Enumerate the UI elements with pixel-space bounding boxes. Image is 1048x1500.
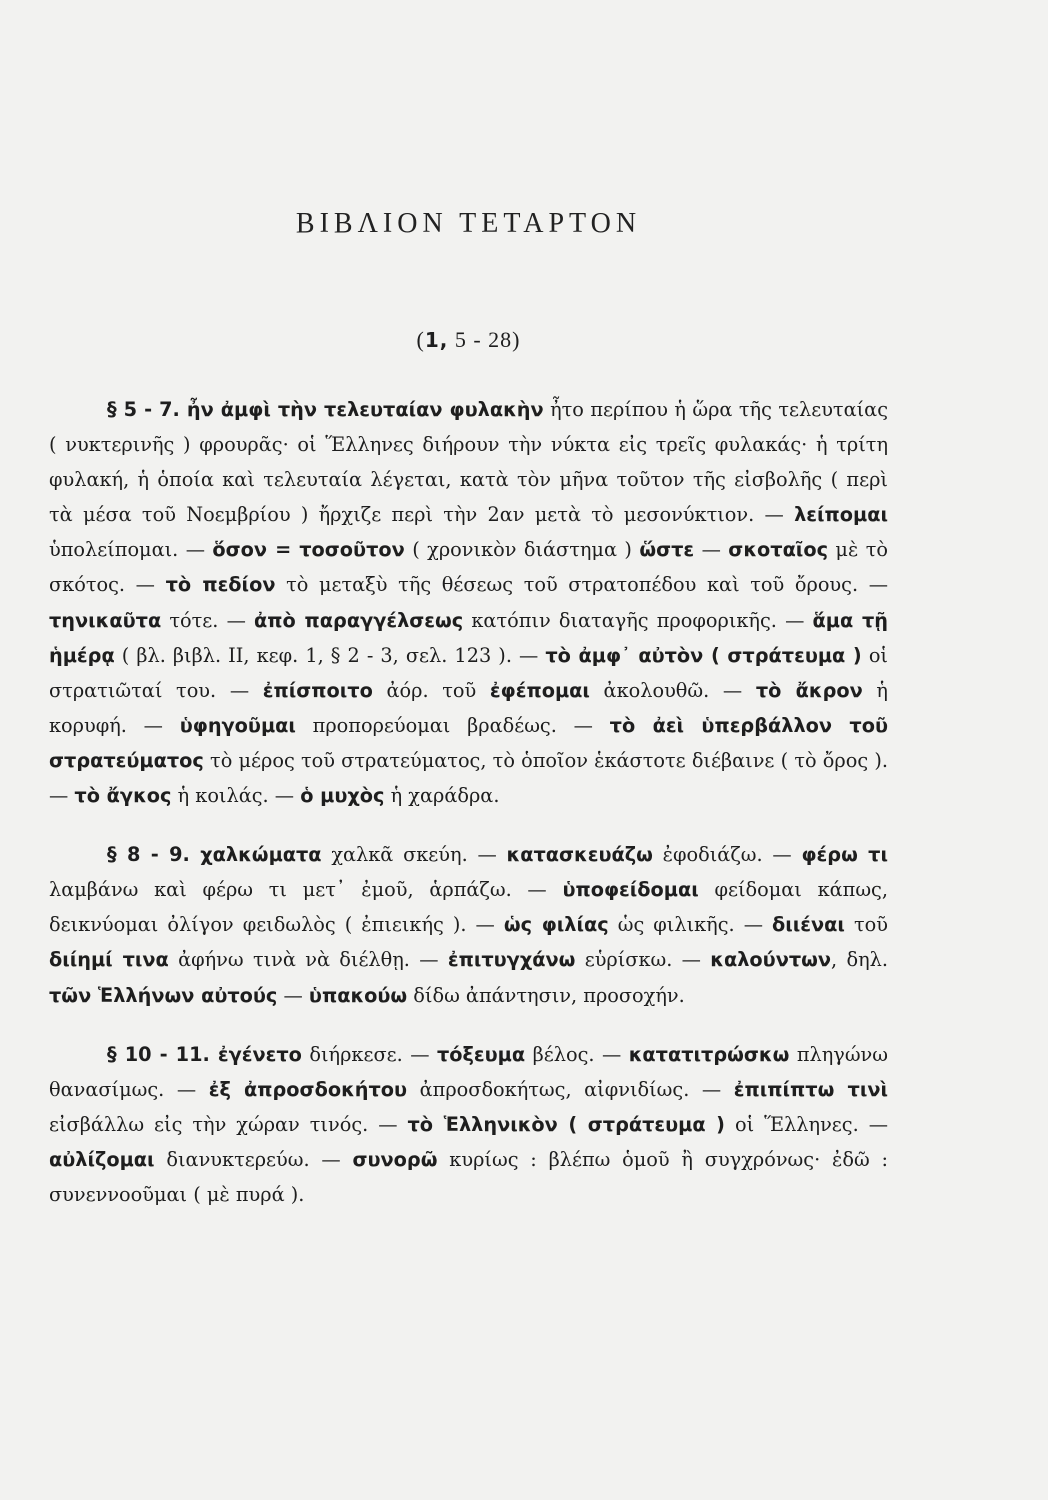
gloss-text: — (694, 538, 729, 562)
section-number: § 8 - 9. (107, 843, 190, 867)
gloss-text: ἡ κοιλάς. — (171, 784, 301, 808)
gloss-text: τότε. — (161, 608, 255, 632)
lemma-term: ἐξ ἀπροσδοκήτου (208, 1077, 408, 1101)
gloss-text: διήρκεσε. — (301, 1042, 437, 1066)
lemma-term: ἐγένετο (209, 1042, 302, 1066)
lemma-term: ἐπίσποιτο (262, 678, 373, 702)
gloss-text: ἀπροσδοκήτως, αἰφνιδίως. — (407, 1077, 734, 1101)
gloss-text: πληγώνω θανασίμως. — (49, 1042, 889, 1101)
gloss-text: ἡ χαράδρα. (384, 784, 500, 808)
lemma-term: ὅσον = τοσοῦτον (212, 538, 405, 562)
gloss-text: λαμβάνω καὶ φέρω τι μετ᾿ ἐμοῦ, ἁρπάζω. — (49, 878, 563, 902)
lemma-term: τόξευμα (436, 1042, 526, 1066)
lemma-term: ἐπιτυγχάνω (447, 948, 576, 972)
gloss-text: ὡς φιλικῆς. — (608, 913, 773, 937)
gloss-text: βέλος. — (525, 1042, 629, 1066)
lemma-term: ὑφηγοῦμαι (179, 713, 296, 737)
gloss-text: τὸ μέρος τοῦ στρατεύματος, τὸ ὁποῖον ἑκάστοτε διέβαινε ( τὸ ὄρος ). — (49, 748, 888, 808)
lemma-term: φέρω τι (801, 843, 888, 867)
lemma-term: ἦν ἀμφὶ τὴν τελευταίαν φυλακὴν (179, 398, 544, 421)
commentary-body (49, 392, 888, 1236)
gloss-text: προπορεύομαι βραδέως. — (295, 713, 610, 737)
gloss-text: κυρίως : βλέπω ὁμοῦ ἢ συγχρόνως· ἐδῶ : συνεννοοῦμαι ( μὲ πυρά ). (49, 1147, 888, 1206)
lemma-term: κατατιτρώσκω (628, 1042, 790, 1066)
gloss-text: φείδομαι κάπως, δεικνύομαι ὀλίγον φειδωλὸς ( ἐπιεικής ). — (49, 878, 888, 937)
lemma-term: ἐπιπίπτω τινὶ (733, 1077, 888, 1101)
lemma-term: ἀπὸ παραγγέλσεως (254, 608, 464, 632)
commentary-paragraph-s8-9 (49, 837, 888, 1012)
chapter-range-book: 1, (424, 328, 449, 352)
lemma-term: ὁ μυχὸς (300, 784, 385, 808)
gloss-text: — (277, 983, 309, 1007)
lemma-term: ὑποφείδομαι (562, 878, 699, 902)
chapter-range-open: ( (416, 327, 425, 352)
gloss-text: οἱ στρατιῶταί του. — (49, 643, 888, 702)
lemma-term: τὸ ἄκρον (755, 678, 863, 702)
section-number: § 10 - 11. (107, 1042, 210, 1066)
lemma-term: ὡς φιλίας (503, 913, 609, 937)
section-number: § 5 - 7. (107, 398, 180, 421)
gloss-text: ἀκολουθῶ. — (589, 678, 756, 702)
gloss-text: εὑρίσκω. — (575, 948, 711, 972)
lemma-term: διιέναι (772, 913, 845, 937)
gloss-text: , δηλ. (831, 948, 888, 972)
gloss-text: ἀφήνω τινὰ νὰ διέλθῃ. — (168, 948, 448, 972)
lemma-term: τὸ Ἑλληνικὸν ( στράτευμα ) (407, 1112, 725, 1136)
gloss-text: διανυκτερεύω. — (154, 1147, 353, 1171)
lemma-term: ἐφέπομαι (489, 678, 590, 702)
gloss-text: οἱ Ἕλληνες. — (725, 1112, 888, 1136)
gloss-text: ὑπολείπομαι. — (49, 538, 213, 562)
gloss-text: τοῦ (844, 913, 888, 937)
lemma-term: διίημί τινα (49, 948, 169, 972)
gloss-text: ἀόρ. τοῦ (372, 678, 490, 702)
chapter-range-close: ) (512, 327, 521, 352)
book-title: ΒΙΒΛΙΟΝ ΤΕΤΑΡΤΟΝ (295, 208, 642, 239)
lemma-term: τὸ ἀμφ᾿ αὐτὸν ( στράτευμα ) (545, 643, 862, 667)
gloss-text: τὸ μεταξὺ τῆς θέσεως τοῦ στρατοπέδου καὶ τοῦ ὄρους. — (275, 573, 888, 597)
commentary-paragraph-s5-7 (49, 392, 888, 813)
lemma-term: τῶν Ἑλλήνων αὐτούς (49, 983, 278, 1007)
chapter-range (49, 327, 888, 353)
gloss-text: χαλκᾶ σκεύη. — (321, 843, 507, 867)
lemma-term: τὸ ἀεὶ ὑπερβάλλον τοῦ στρατεύματος (49, 713, 888, 772)
gloss-text: δίδω ἀπάντησιν, προσοχήν. (407, 983, 685, 1007)
lemma-term: τὸ ἄγκος (74, 784, 172, 808)
lemma-term: ἅμα τῇ ἡμέρᾳ (49, 608, 888, 667)
gloss-text: ἐφοδιάζω. — (652, 843, 802, 867)
lemma-term: αὐλίζομαι (49, 1147, 155, 1171)
gloss-text: μὲ τὸ σκότος. — (49, 538, 888, 597)
chapter-range-sections: 5 - 28 (448, 327, 513, 352)
commentary-paragraph-s10-11 (49, 1037, 888, 1212)
gloss-text: ( χρονικὸν διάστημα ) (404, 538, 640, 562)
lemma-term: χαλκώματα (189, 843, 322, 867)
lemma-term: τὸ πεδίον (165, 573, 276, 597)
lemma-term: λείπομαι (794, 503, 888, 527)
lemma-term: ὑπακούω (308, 983, 408, 1007)
gloss-text: ἡ κορυφή. — (49, 678, 888, 737)
lemma-term: καλούντων (710, 948, 832, 972)
lemma-term: τηνικαῦτα (49, 608, 162, 632)
gloss-text: εἰσβάλλω εἰς τὴν χώραν τινός. — (49, 1112, 408, 1136)
gloss-text: κατόπιν διαταγῆς προφορικῆς. — (463, 608, 813, 632)
lemma-term: ὥστε (639, 538, 695, 562)
lemma-term: συνορῶ (352, 1147, 438, 1171)
lemma-term: κατασκευάζω (506, 843, 653, 867)
lemma-term: σκοταῖος (728, 538, 828, 562)
gloss-text: ἦτο περίπου ἡ ὥρα τῆς τελευταίας ( νυκτερινῆς ) φρουρᾶς· οἱ Ἕλληνες διήρουν τὴν νύκτα εἰς τρεῖς φυλακάς· ἡ τρίτη φυλακή, ἡ ὁποία καὶ τελευταία λέγεται, κατὰ τὸν μῆνα τοῦτον τῆς εἰσβολῆς ( περὶ τὰ μέσα τοῦ Νοεμβρίου ) ἤρχιζε περὶ τὴν 2αν μετὰ τὸ μεσονύκτιον. — (49, 398, 888, 527)
gloss-text: ( βλ. βιβλ. II, κεφ. 1, § 2 - 3, σελ. 123 ). — (114, 643, 546, 667)
